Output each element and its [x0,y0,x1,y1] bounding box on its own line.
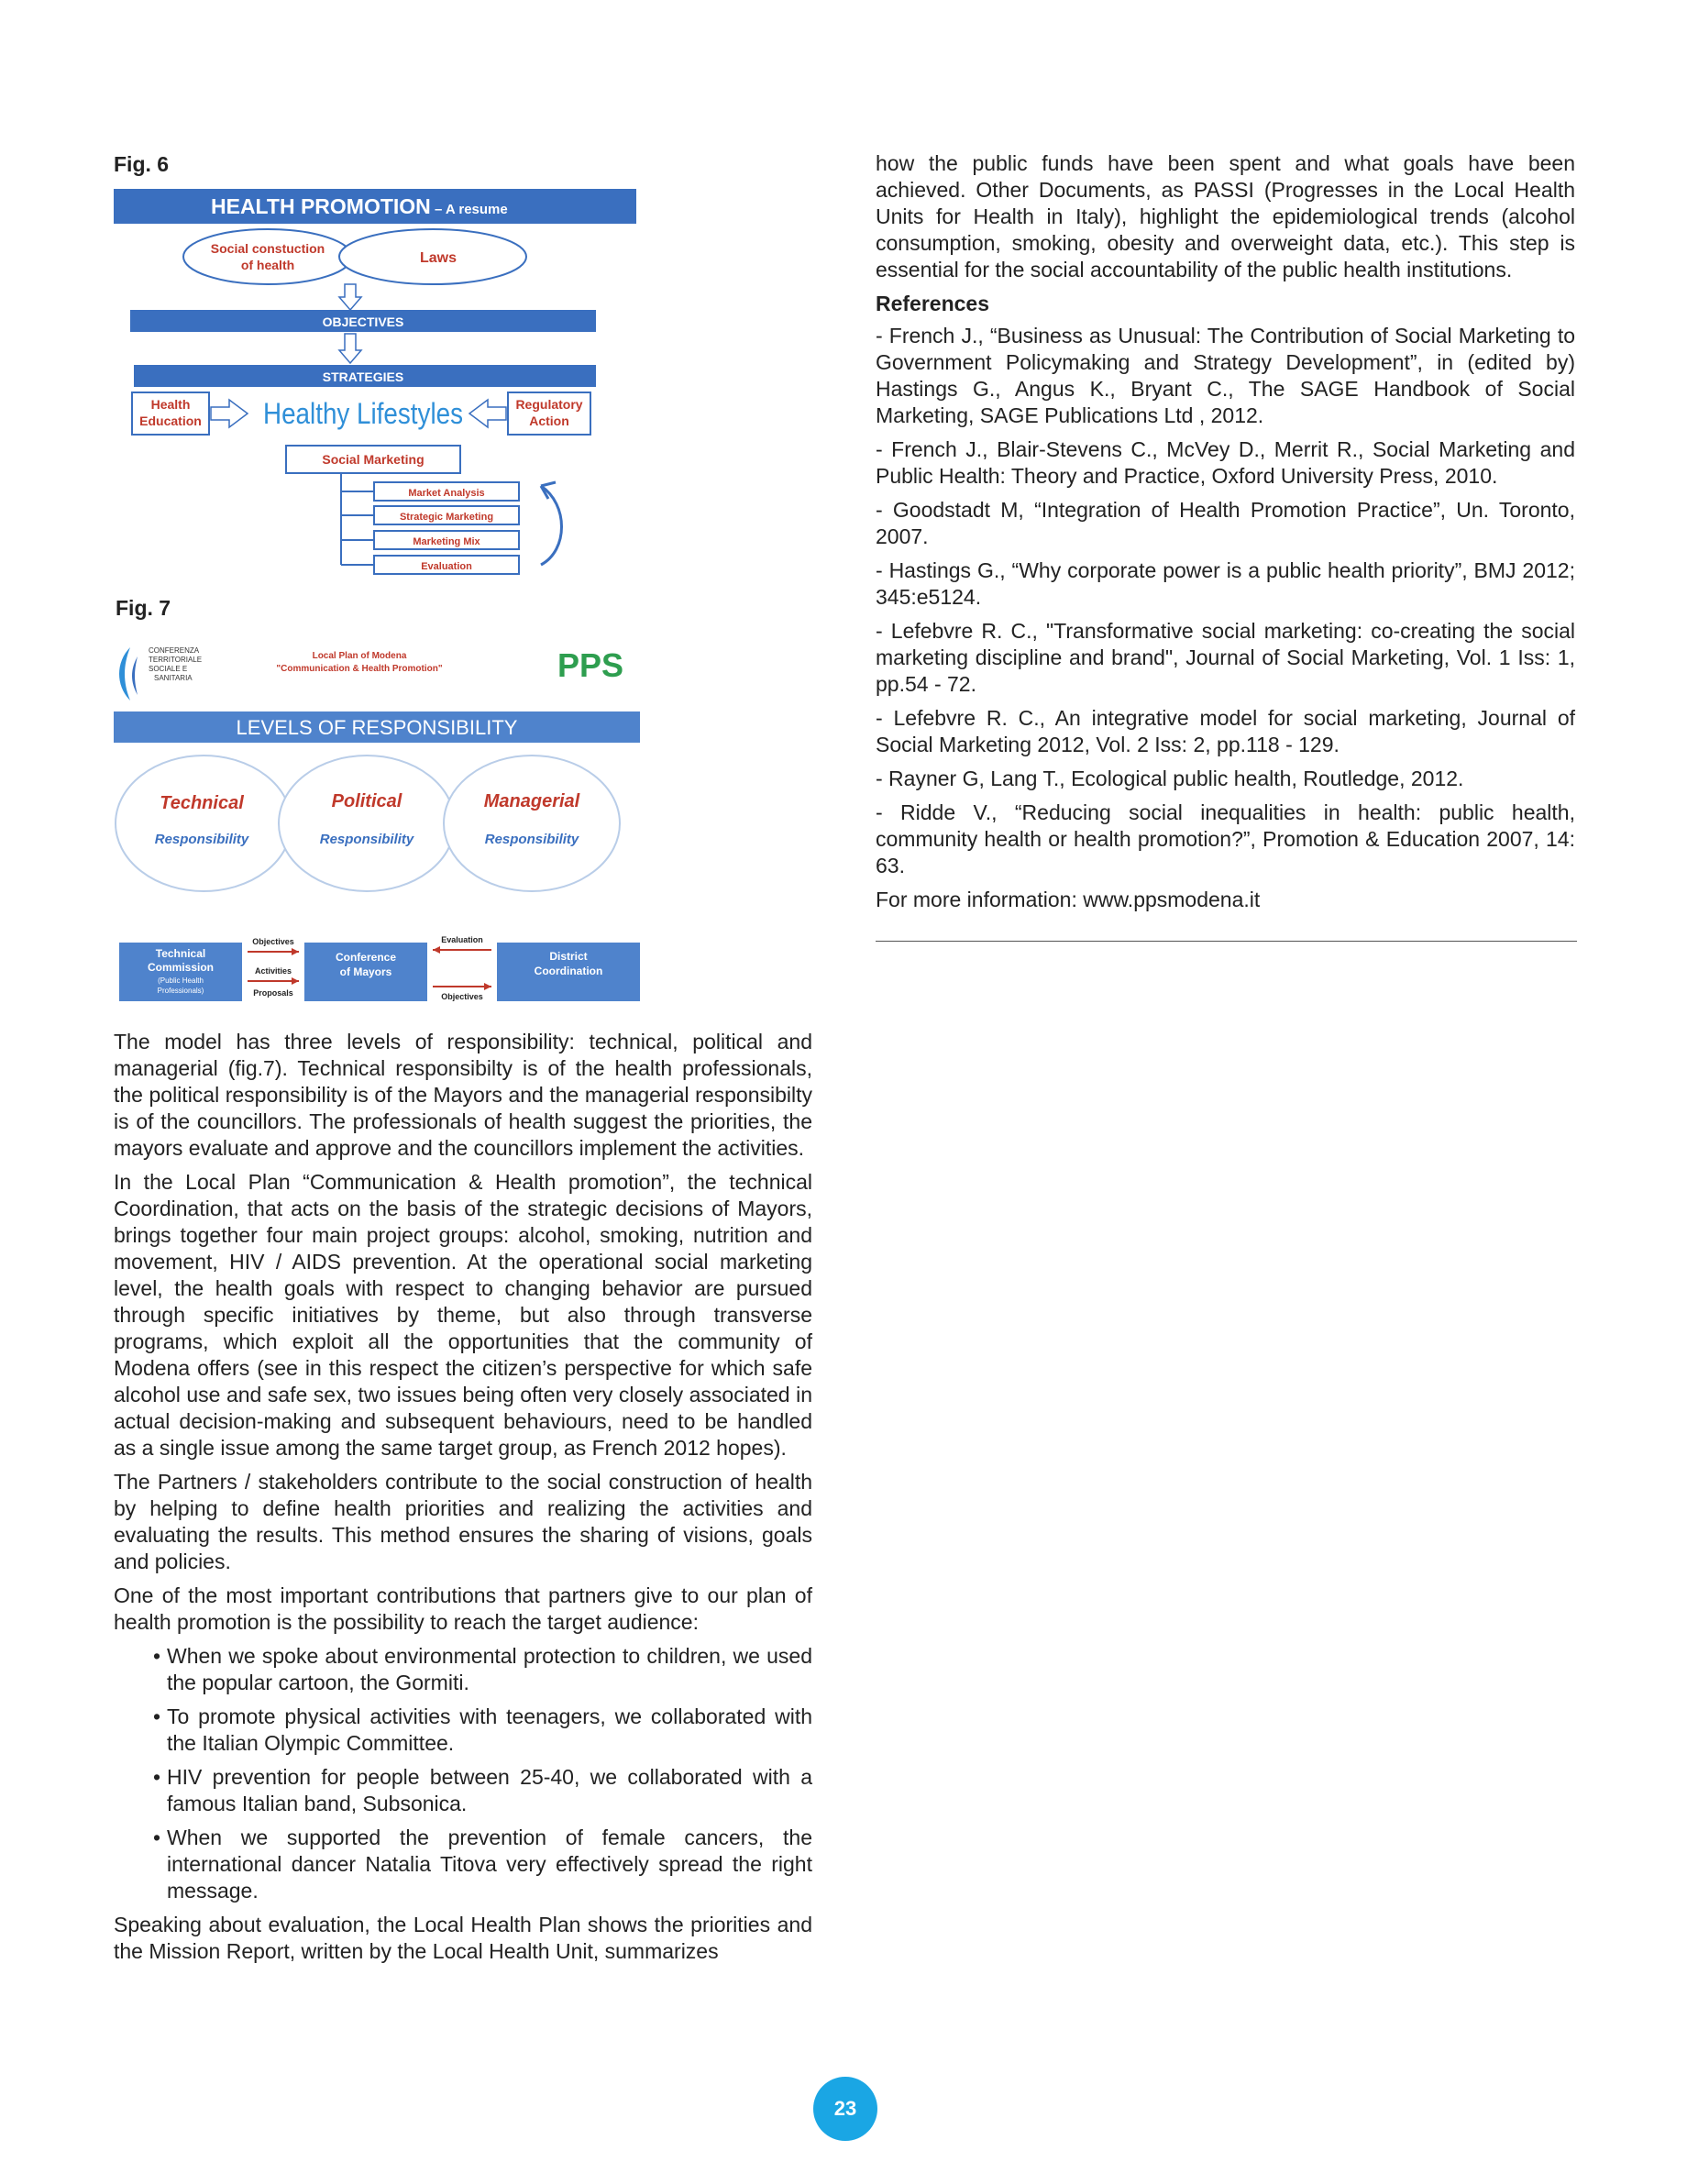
fig6-subtitle: – A resume [430,202,508,217]
reference-item: - Lefebvre R. C., "Transformative social marketing: co-creating the social marketing discipline and brand", Journal of Social Marketing, Vol. 1 Iss: 1, pp.54 - 72. [876,619,1575,696]
reference-item: - Rayner G, Lang T., Ecological public health, Routledge, 2012. [876,767,1464,790]
fig7-box2-l2: of Mayors [339,965,392,978]
reference-item: - French J., “Business as Unusual: The Contribution of Social Marketing to Government Policymaking and Strategy Development”, in (edited by) Hastings G., Angus K., Bryant C., The SAGE Handbook of Social Marketing, SAGE Publications Ltd , 2012. [876,324,1575,427]
left-paragraph-5: Speaking about evaluation, the Local Health Plan shows the priorities and the Mission Report, written by the Local Health Unit, summarizes [114,1913,812,1963]
fig6-arrow-left [469,400,506,427]
fig7-pps-logo: PPS [557,646,624,684]
right-column [876,150,1575,942]
reference-item: - Goodstadt M, “Integration of Health Promotion Practice”, Un. Toronto, 2007. [876,498,1575,548]
fig7-box3-l2: Coordination [534,965,603,977]
fig7-diagram [110,629,646,1009]
fig6-center: Healthy Lifestyles [263,397,463,430]
fig7-plan-l2: "Communication & Health Promotion" [276,664,443,674]
fig7-arrow-objectives-top: Objectives [252,937,294,946]
divider [876,941,1577,942]
fig6-social-marketing: Social Marketing [322,452,425,467]
right-paragraph-1: how the public funds have been spent and what goals have been achieved. Other Documents, as PASSI (Progresses in the Local Health Units for Health in Italy), highlight the epidemiological trends (alcohol consumption, smoking, obesity and overweight data, etc.). This step is essential for the social accountability of the public health institutions. [876,151,1575,281]
left-paragraph-1: The model has three levels of responsibility: technical, political and managerial (fig.7). Technical responsibilty is of the health professionals, the political responsibility is of the Mayors and the managerial responsibilty is of the councillors. The professionals of health suggest the priorities, the mayors evaluate and approve and the councillors implement the activities. [114,1030,812,1160]
bullet-item: • HIV prevention for people between 25-40, we collaborated with a famous Italian band, Subsonica. [167,1764,812,1817]
bullet-item: • When we spoke about environmental protection to children, we used the popular cartoon, the Gormiti. [167,1643,812,1696]
left-paragraph-2: In the Local Plan “Communication & Health promotion”, the technical Coordination, that acts on the basis of the strategic decisions of Mayors, brings together four main project groups: alcohol, smoking, nutrition and movement, HIV / AIDS prevention. At the operational social marketing level, the health goals with respect to changing behavior are pursued through specific initiatives by theme, but also through transverse programs, which exploit all the opportunities that the community of Modena offers (see in this respect the citizen’s perspective for which safe alcohol use and safe sex, two issues being often very closely associated in actual decision-making and subsequent behaviours, need to be handled as a single issue among the same target group, as French 2012 hopes). [114,1170,812,1460]
fig6-arrow-1 [339,284,361,310]
fig7-sub-managerial: Responsibility [484,832,579,847]
fig6-oval-right: Laws [419,250,458,266]
bullet-item: • When we supported the prevention of female cancers, the international dancer Natalia Titova very effectively spread the right message. [167,1825,812,1904]
fig7-plan-l1: Local Plan of Modena [312,651,407,661]
fig6-objectives: OBJECTIVES [322,314,404,329]
fig6-step-2: Strategic Marketing [399,512,494,523]
fig7-logo-line2: TERRITORIALE [149,656,203,664]
fig7-word-technical: Technical [160,793,244,813]
reference-item: - Lefebvre R. C., An integrative model for social marketing, Journal of Social Marketing 2012, Vol. 2 Iss: 2, pp.118 - 129. [876,706,1575,756]
left-column [114,1029,812,1972]
fig7-logo-line3: SOCIALE E [149,665,188,673]
fig6-oval-left-l2: of health [240,258,295,272]
fig7-word-political: Political [331,791,402,811]
fig7-box1-l1: Technical [155,947,206,960]
bullet-item: • To promote physical activities with teenagers, we collaborated with the Italian Olympic Committee. [167,1704,812,1757]
fig6-box-right-l1: Regulatory [515,397,583,412]
reference-item: - French J., Blair-Stevens C., McVey D., Merrit R., Social Marketing and Public Health: Theory and Practice, Oxford University Press, 2010. [876,437,1575,488]
reference-item: - Hastings G., “Why corporate power is a public health priority”, BMJ 2012; 345:e5124. [876,558,1575,609]
fig6-step-3: Marketing Mix [413,536,480,547]
fig7-circle-technical [116,756,292,891]
fig6-box-left-l1: Health [150,397,191,412]
fig7-box1-l3: (Public Health [158,976,204,985]
reference-item: - Ridde V., “Reducing social inequalities in health: public health, community health or health promotion?”, Promotion & Education 2007, 14: 63. [876,800,1575,877]
fig6-cycle-arrow [541,486,562,565]
left-paragraph-4: One of the most important contributions that partners give to our plan of health promotion is the possibility to reach the target audience: [114,1583,812,1634]
fig7-box3-l1: District [549,950,588,963]
fig6-oval-social [183,229,352,284]
fig6-arrow-2 [339,334,361,363]
fig7-arrow-objectives-bottom: Objectives [441,992,483,1001]
fig6-step-1: Market Analysis [408,488,485,499]
fig6-strategies: STRATEGIES [322,370,404,384]
fig7-circle-political [279,756,455,891]
fig6-box-right-l2: Action [529,414,569,428]
fig7-arrow-evaluation: Evaluation [441,935,483,944]
fig7-logo-line4: SANITARIA [154,674,193,682]
fig6-diagram [110,183,642,579]
more-info: For more information: www.ppsmodena.it [876,888,1261,911]
fig7-banner-text: LEVELS OF RESPONSIBILITY [236,716,518,739]
fig6-label: Fig. 6 [114,152,170,176]
fig6-box-left-l2: Education [139,414,202,428]
fig6-arrow-right [211,400,248,427]
left-paragraph-3: The Partners / stakeholders contribute to the social construction of health by helping to define health priorities and realizing the activities and evaluating the results. This method ensures the sharing of visions, goals and policies. [114,1470,812,1573]
references-heading: References [876,292,990,315]
fig7-arrow-activities: Activities [254,966,292,976]
fig6-step-4: Evaluation [421,561,472,572]
fig7-box2-l1: Conference [335,951,397,964]
bullet-list [114,1643,812,1904]
fig7-arrow-proposals: Proposals [253,988,293,998]
fig7-box1-l2: Commission [147,961,215,974]
fig7-label: Fig. 7 [116,596,171,620]
fig7-sub-technical: Responsibility [154,832,249,847]
fig7-word-managerial: Managerial [483,791,580,811]
fig7-box1-l4: Professionals) [157,987,204,995]
fig7-logo-icon [119,647,130,700]
page-number-badge: 23 [813,2077,877,2141]
fig6-oval-left-l1: Social constuction [210,241,325,256]
fig7-sub-political: Responsibility [319,832,414,847]
fig7-logo-line1: CONFERENZA [149,646,200,655]
fig7-circle-managerial [444,756,620,891]
fig6-title: HEALTH PROMOTION [211,194,431,218]
